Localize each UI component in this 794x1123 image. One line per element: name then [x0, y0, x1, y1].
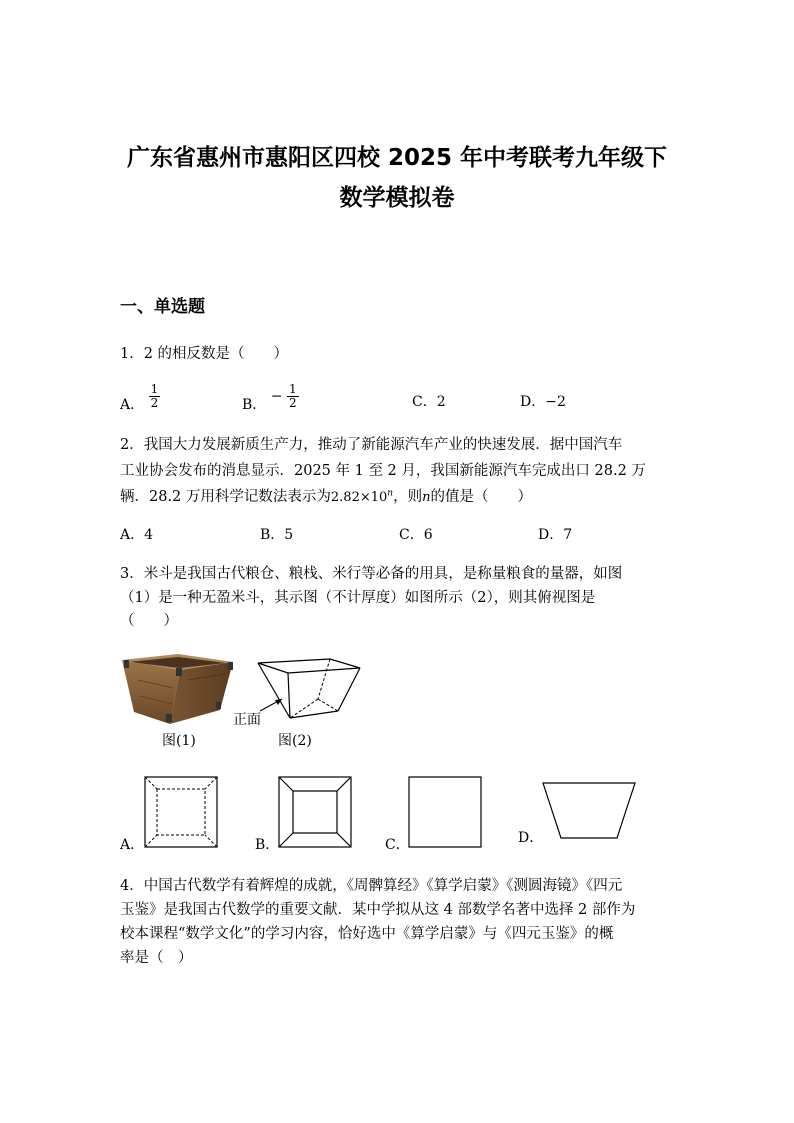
rice-measure-photo [118, 650, 236, 730]
q3-option-a[interactable]: A． [120, 837, 145, 853]
q2-line3-middle: ，则 [393, 489, 423, 505]
question-4-line-1: 4．中国古代数学有着辉煌的成就，《周髀算经》《算学启蒙》《测圆海镜》《四元 [120, 878, 623, 894]
question-4-line-3: 校本课程“数学文化”的学习内容，恰好选中《算学启蒙》与《四元玉鉴》的概 [120, 926, 614, 942]
question-3-line-2: （1）是一种无盈米斗，其示图（不计厚度）如图所示（2），则其俯视图是 [120, 590, 596, 606]
q1-option-c[interactable]: C．2 [412, 394, 446, 410]
q1-option-a-label: A． [120, 396, 145, 413]
q2-exponent: n [387, 488, 394, 499]
q2-scientific-notation [331, 490, 393, 505]
question-2-line-3 [120, 485, 532, 506]
question-3-line-1: 3．米斗是我国古代粮仓、粮栈、米行等必备的用具，是称量粮食的量器，如图 [120, 566, 623, 582]
figure-2-caption: 图(2) [278, 733, 312, 749]
fraction-numerator: 1 [150, 382, 159, 396]
question-1-stem: 1．2 的相反数是（ ） [120, 346, 289, 362]
q1-option-a-fraction [149, 383, 161, 410]
q3-option-c-diagram[interactable] [408, 776, 482, 848]
q3-option-d[interactable]: D． [518, 830, 544, 846]
q3-option-c[interactable]: C． [385, 837, 410, 853]
q3-option-b[interactable]: B． [255, 837, 280, 853]
q3-option-a-diagram[interactable] [144, 776, 218, 848]
fraction-denominator: 2 [150, 396, 159, 410]
question-2-line-2: 工业协会发布的消息显示．2025 年 1 至 2 月，我国新能源汽车完成出口 28.2 万 [120, 463, 646, 479]
q2-option-b[interactable]: B．5 [260, 527, 294, 543]
q2-option-a[interactable]: A．4 [120, 527, 154, 543]
q2-variable: n [422, 490, 431, 505]
q1-option-b[interactable] [242, 382, 299, 413]
page-title-line1: 广东省惠州市惠阳区四校 2025 年中考联考九年级下 [126, 145, 668, 171]
fraction-numerator: 1 [288, 382, 297, 396]
q2-line3-suffix: 的值是（ ） [430, 489, 532, 505]
q3-option-b-diagram[interactable] [278, 776, 352, 848]
q1-option-a[interactable] [120, 382, 160, 413]
page-title-line2: 数学模拟卷 [339, 185, 455, 211]
front-face-label: 正面 [233, 712, 261, 728]
q1-option-b-label: B． [242, 396, 267, 413]
q1-option-b-fraction [287, 383, 299, 410]
section-heading: 一、单选题 [120, 297, 205, 317]
q1-option-d[interactable]: D．−2 [520, 394, 566, 410]
figure-1-caption: 图(1) [162, 733, 196, 749]
question-4-line-2: 玉鉴》是我国古代数学的重要文献．某中学拟从这 4 部数学名著中选择 2 部作为 [120, 902, 636, 918]
question-2-line-1: 2．我国大力发展新质生产力，推动了新能源汽车产业的快速发展．据中国汽车 [120, 437, 623, 453]
q3-option-d-diagram[interactable] [542, 782, 636, 840]
q1-option-b-sign: − [270, 388, 283, 405]
q2-mantissa: 2.82×10 [330, 490, 388, 505]
q2-option-d[interactable]: D．7 [538, 527, 573, 543]
q2-option-c[interactable]: C．6 [399, 527, 433, 543]
q2-line3-prefix: 辆．28.2 万用科学记数法表示为 [120, 489, 331, 505]
question-4-line-4: 率是（ ） [120, 950, 193, 966]
fraction-denominator: 2 [288, 396, 297, 410]
question-3-line-3: （ ） [120, 613, 178, 629]
